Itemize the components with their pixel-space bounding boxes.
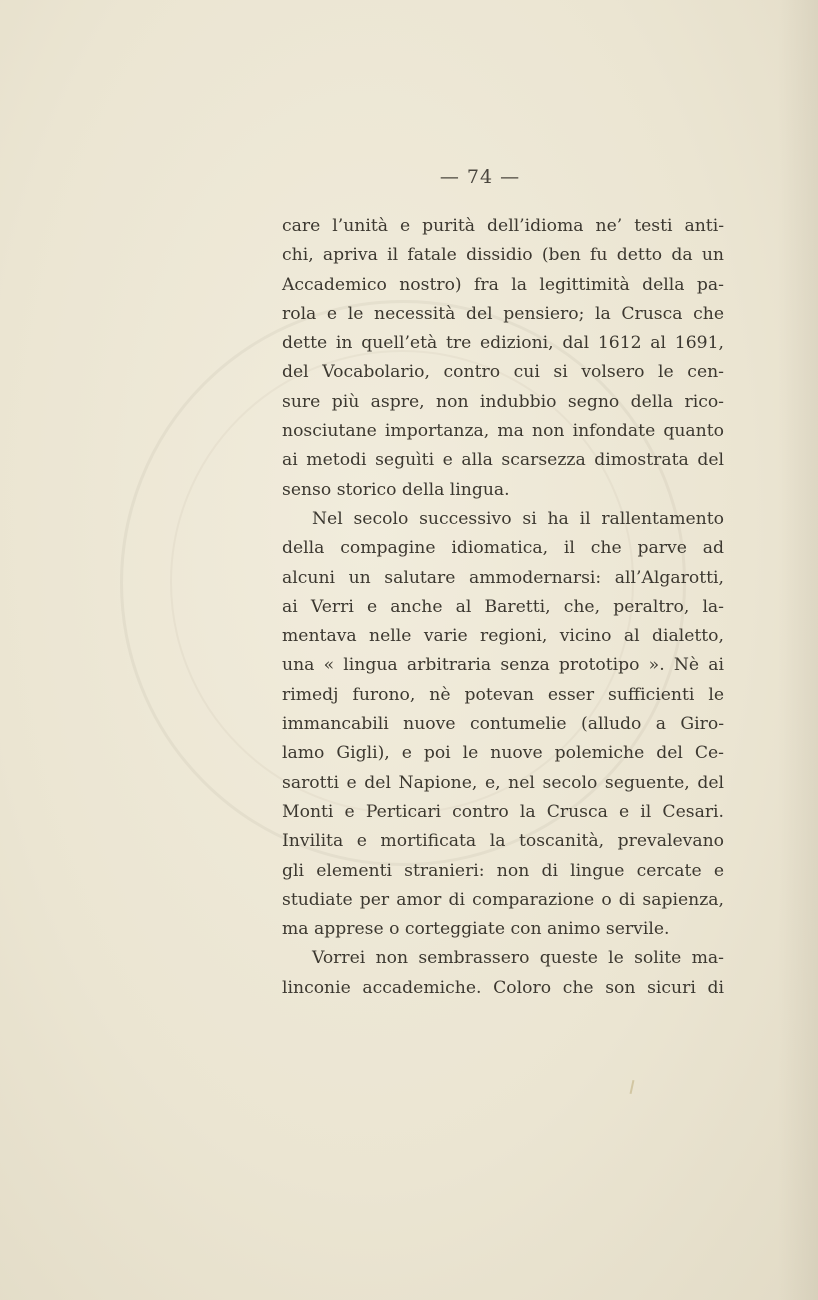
text-line: lamo Gigli), e poi le nuove polemiche del Ce- (282, 743, 724, 764)
text-line: nosciutane importanza, ma non infondate quanto (282, 421, 724, 442)
text-line: mentava nelle varie regioni, vicino al dialetto, (282, 626, 724, 647)
text-line: dette in quell’età tre edizioni, dal 1612 al 1691, (282, 333, 724, 354)
text-line: alcuni un salutare ammodernarsi: all’Algarotti, (282, 567, 724, 588)
text-line: ai metodi seguìti e alla scarsezza dimostrata del (282, 450, 724, 471)
text-line: sarotti e del Napione, e, nel secolo seguente, del (282, 772, 724, 793)
text-line: rimedj furono, nè potevan esser sufficienti le (282, 684, 724, 705)
page-edge-shadow (778, 0, 818, 1300)
text-line: studiate per amor di comparazione o di sapienza, (282, 889, 724, 910)
paragraph-end-line: senso storico della lingua. (282, 479, 510, 500)
text-line: Accademico nostro) fra la legittimità della pa- (282, 274, 724, 295)
text-line: gli elementi stranieri: non di lingue cercate e (282, 860, 724, 881)
text-line: sure più aspre, non indubbio segno della rico- (282, 391, 724, 412)
text-line: linconie accademiche. Coloro che son sicuri di (282, 977, 724, 998)
text-line: immancabili nuove contumelie (alludo a Giro- (282, 714, 724, 735)
text-line: una « lingua arbitraria senza prototipo ». Nè ai (282, 655, 724, 676)
text-line: chi, apriva il fatale dissidio (ben fu detto da un (282, 245, 724, 266)
text-line: Monti e Perticari contro la Crusca e il Cesari. (282, 801, 724, 822)
text-line: care l’unità e purità dell’idioma ne’ testi anti- (282, 216, 724, 236)
body-text (282, 212, 724, 1003)
text-line: della compagine idiomatica, il che parve ad (282, 538, 724, 559)
text-line: del Vocabolario, contro cui si volsero le cen- (282, 362, 724, 383)
text-line: Invilita e mortificata la toscanità, prevalevano (282, 831, 724, 852)
paragraph-start-line: Nel secolo successivo si ha il rallentamento (312, 508, 724, 529)
page-number: — 74 — (439, 166, 521, 188)
text-line: ai Verri e anche al Baretti, che, peraltro, la- (282, 596, 724, 617)
paragraph-start-line: Vorrei non sembrassero queste le solite ma- (312, 948, 724, 969)
paper-blemish (630, 1080, 635, 1094)
paragraph-end-line: ma apprese o corteggiate con animo servile. (282, 919, 670, 940)
text-line: rola e le necessità del pensiero; la Crusca che (282, 303, 724, 324)
